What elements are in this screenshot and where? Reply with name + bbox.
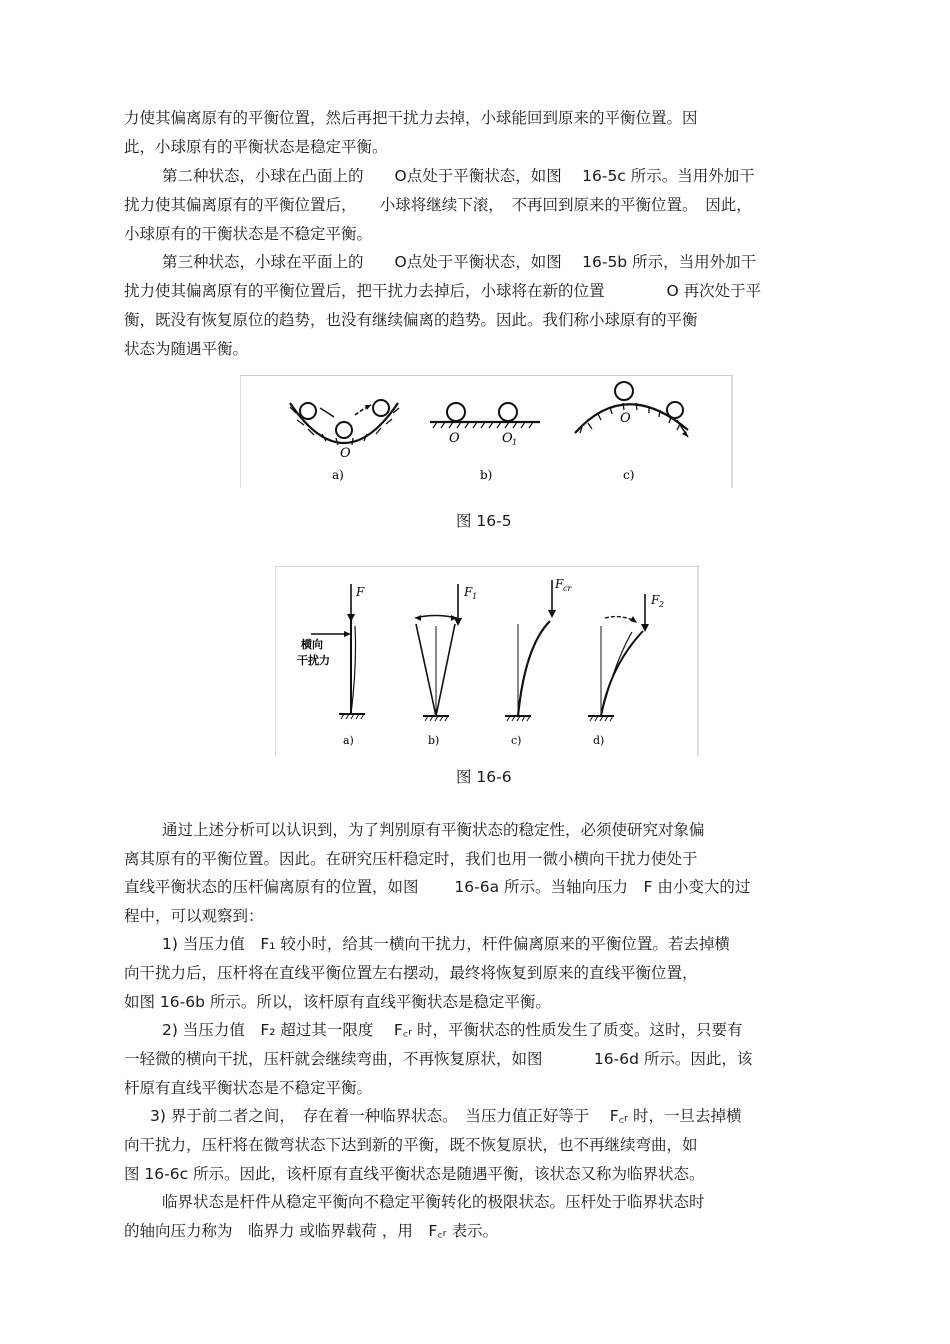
point-o1-subscript: 1 [512, 438, 518, 447]
column-buckling-diagram [275, 566, 699, 756]
figure-caption-16-5: 图 16-5 [456, 512, 512, 530]
subfig-label-a: a) [332, 468, 344, 482]
column-b [415, 584, 462, 721]
force-label-f1: F [464, 585, 473, 599]
force-label-f2: F [651, 593, 660, 607]
text-line: 图 16-6c 所示。因此，该杆原有直线平衡状态是随遇平衡，该状态又称为临界状态。 [124, 1165, 705, 1183]
text-line: 衡，既没有恢复原位的趋势，也没有继续偏离的趋势。因此。我们称小球原有的平衡 [124, 311, 698, 329]
force-label-f: F [356, 585, 365, 599]
lateral-force-label-line1: 横向 [301, 638, 323, 651]
text-line: 的轴向压力称为 临界力 或临界载荷 ，用 F꜀ᵣ 表示。 [124, 1222, 499, 1240]
point-o-label-b: O [449, 431, 460, 446]
text-line: 程中，可以观察到： [124, 907, 264, 925]
convex-surface [575, 382, 688, 437]
text-line: 通过上述分析可以认识到，为了判别原有平衡状态的稳定性，必须使研究对象偏 [162, 821, 705, 839]
text-line: 杆原有直线平衡状态是不稳定平衡。 [124, 1079, 373, 1097]
text-line: 第三种状态，小球在平面上的 O点处于平衡状态，如图 16-5b 所示，当用外加干 [162, 253, 757, 271]
subfig-label-c: c) [623, 468, 635, 482]
concave-surface [290, 400, 399, 445]
force-label-fcr: F [555, 577, 564, 591]
text-line: 扰力使其偏离原有的平衡位置后， 小球将继续下滚， 不再回到原来的平衡位置。 因此， [124, 196, 752, 214]
point-o1-label: O [502, 431, 513, 446]
flat-surface [430, 403, 540, 428]
text-line: 临界状态是杆件从稳定平衡向不稳定平衡转化的极限状态。压杆处于临界状态时 [162, 1193, 705, 1211]
text-line: 一轻微的横向干扰，压杆就会继续弯曲，不再恢复原状，如图 16-6d 所示。因此，该 [124, 1050, 753, 1068]
text-line: 向干扰力后，压杆将在直线平衡位置左右摆动，最终将恢复到原来的直线平衡位置， [124, 964, 698, 982]
text-line: 小球原有的干衡状态是不稳定平衡。 [124, 225, 373, 243]
subfig-label-a: a) [343, 734, 354, 747]
subfig-label-b: b) [428, 734, 440, 747]
subfig-label-c: c) [511, 734, 522, 747]
text-line: 1) 当压力值 F₁ 较小时，给其一横向干扰力，杆件偏离原来的平衡位置。若去掉横 [162, 935, 730, 953]
text-line: 第二种状态，小球在凸面上的 O点处于平衡状态，如图 16-5c 所示。当用外加干 [162, 167, 755, 185]
text-line: 状态为随遇平衡。 [124, 340, 249, 358]
point-o-label-a: O [340, 446, 351, 461]
column-d [588, 594, 649, 721]
text-line: 此，小球原有的平衡状态是稳定平衡。 [124, 138, 388, 156]
column-c [505, 580, 556, 721]
subfig-label-d: d) [593, 734, 605, 747]
figure-16-6 [275, 566, 699, 756]
text-line: 2) 当压力值 F₂ 超过其一限度 F꜀ᵣ 时，平衡状态的性质发生了质变。这时，只要有 [162, 1021, 743, 1039]
ball-equilibrium-diagram [240, 375, 733, 488]
text-line: 离其原有的平衡位置。因此。在研究压杆稳定时，我们也用一微小横向干扰力使处于 [124, 850, 698, 868]
lateral-force-label-line2: 干扰力 [297, 654, 330, 667]
force-label-fcr-subscript: cr [563, 584, 572, 593]
text-line: 扰力使其偏离原有的平衡位置后，把干扰力去掉后，小球将在新的位置 O 再次处于平 [124, 282, 762, 300]
point-o-label-c: O [620, 411, 631, 426]
text-line: 向干扰力，压杆将在微弯状态下达到新的平衡，既不恢复原状，也不再继续弯曲，如 [124, 1136, 698, 1154]
text-line: 如图 16-6b 所示。所以，该杆原有直线平衡状态是稳定平衡。 [124, 993, 551, 1011]
figure-16-5 [240, 375, 733, 488]
subfig-label-b: b) [480, 468, 493, 482]
text-line: 直线平衡状态的压杆偏离原有的位置，如图 16-6a 所示。当轴向压力 F 由小变大的过 [124, 878, 751, 896]
column-a [311, 584, 365, 719]
force-label-f2-subscript: 2 [659, 600, 665, 609]
text-line: 3) 界于前二者之间， 存在着一种临界状态。 当压力值正好等于 F꜀ᵣ 时，一旦去掉横 [150, 1107, 742, 1125]
figure-caption-16-6: 图 16-6 [456, 768, 512, 786]
text-line: 力使其偏离原有的平衡位置，然后再把干扰力去掉，小球能回到原来的平衡位置。因 [124, 109, 698, 127]
force-label-f1-subscript: 1 [472, 592, 478, 601]
